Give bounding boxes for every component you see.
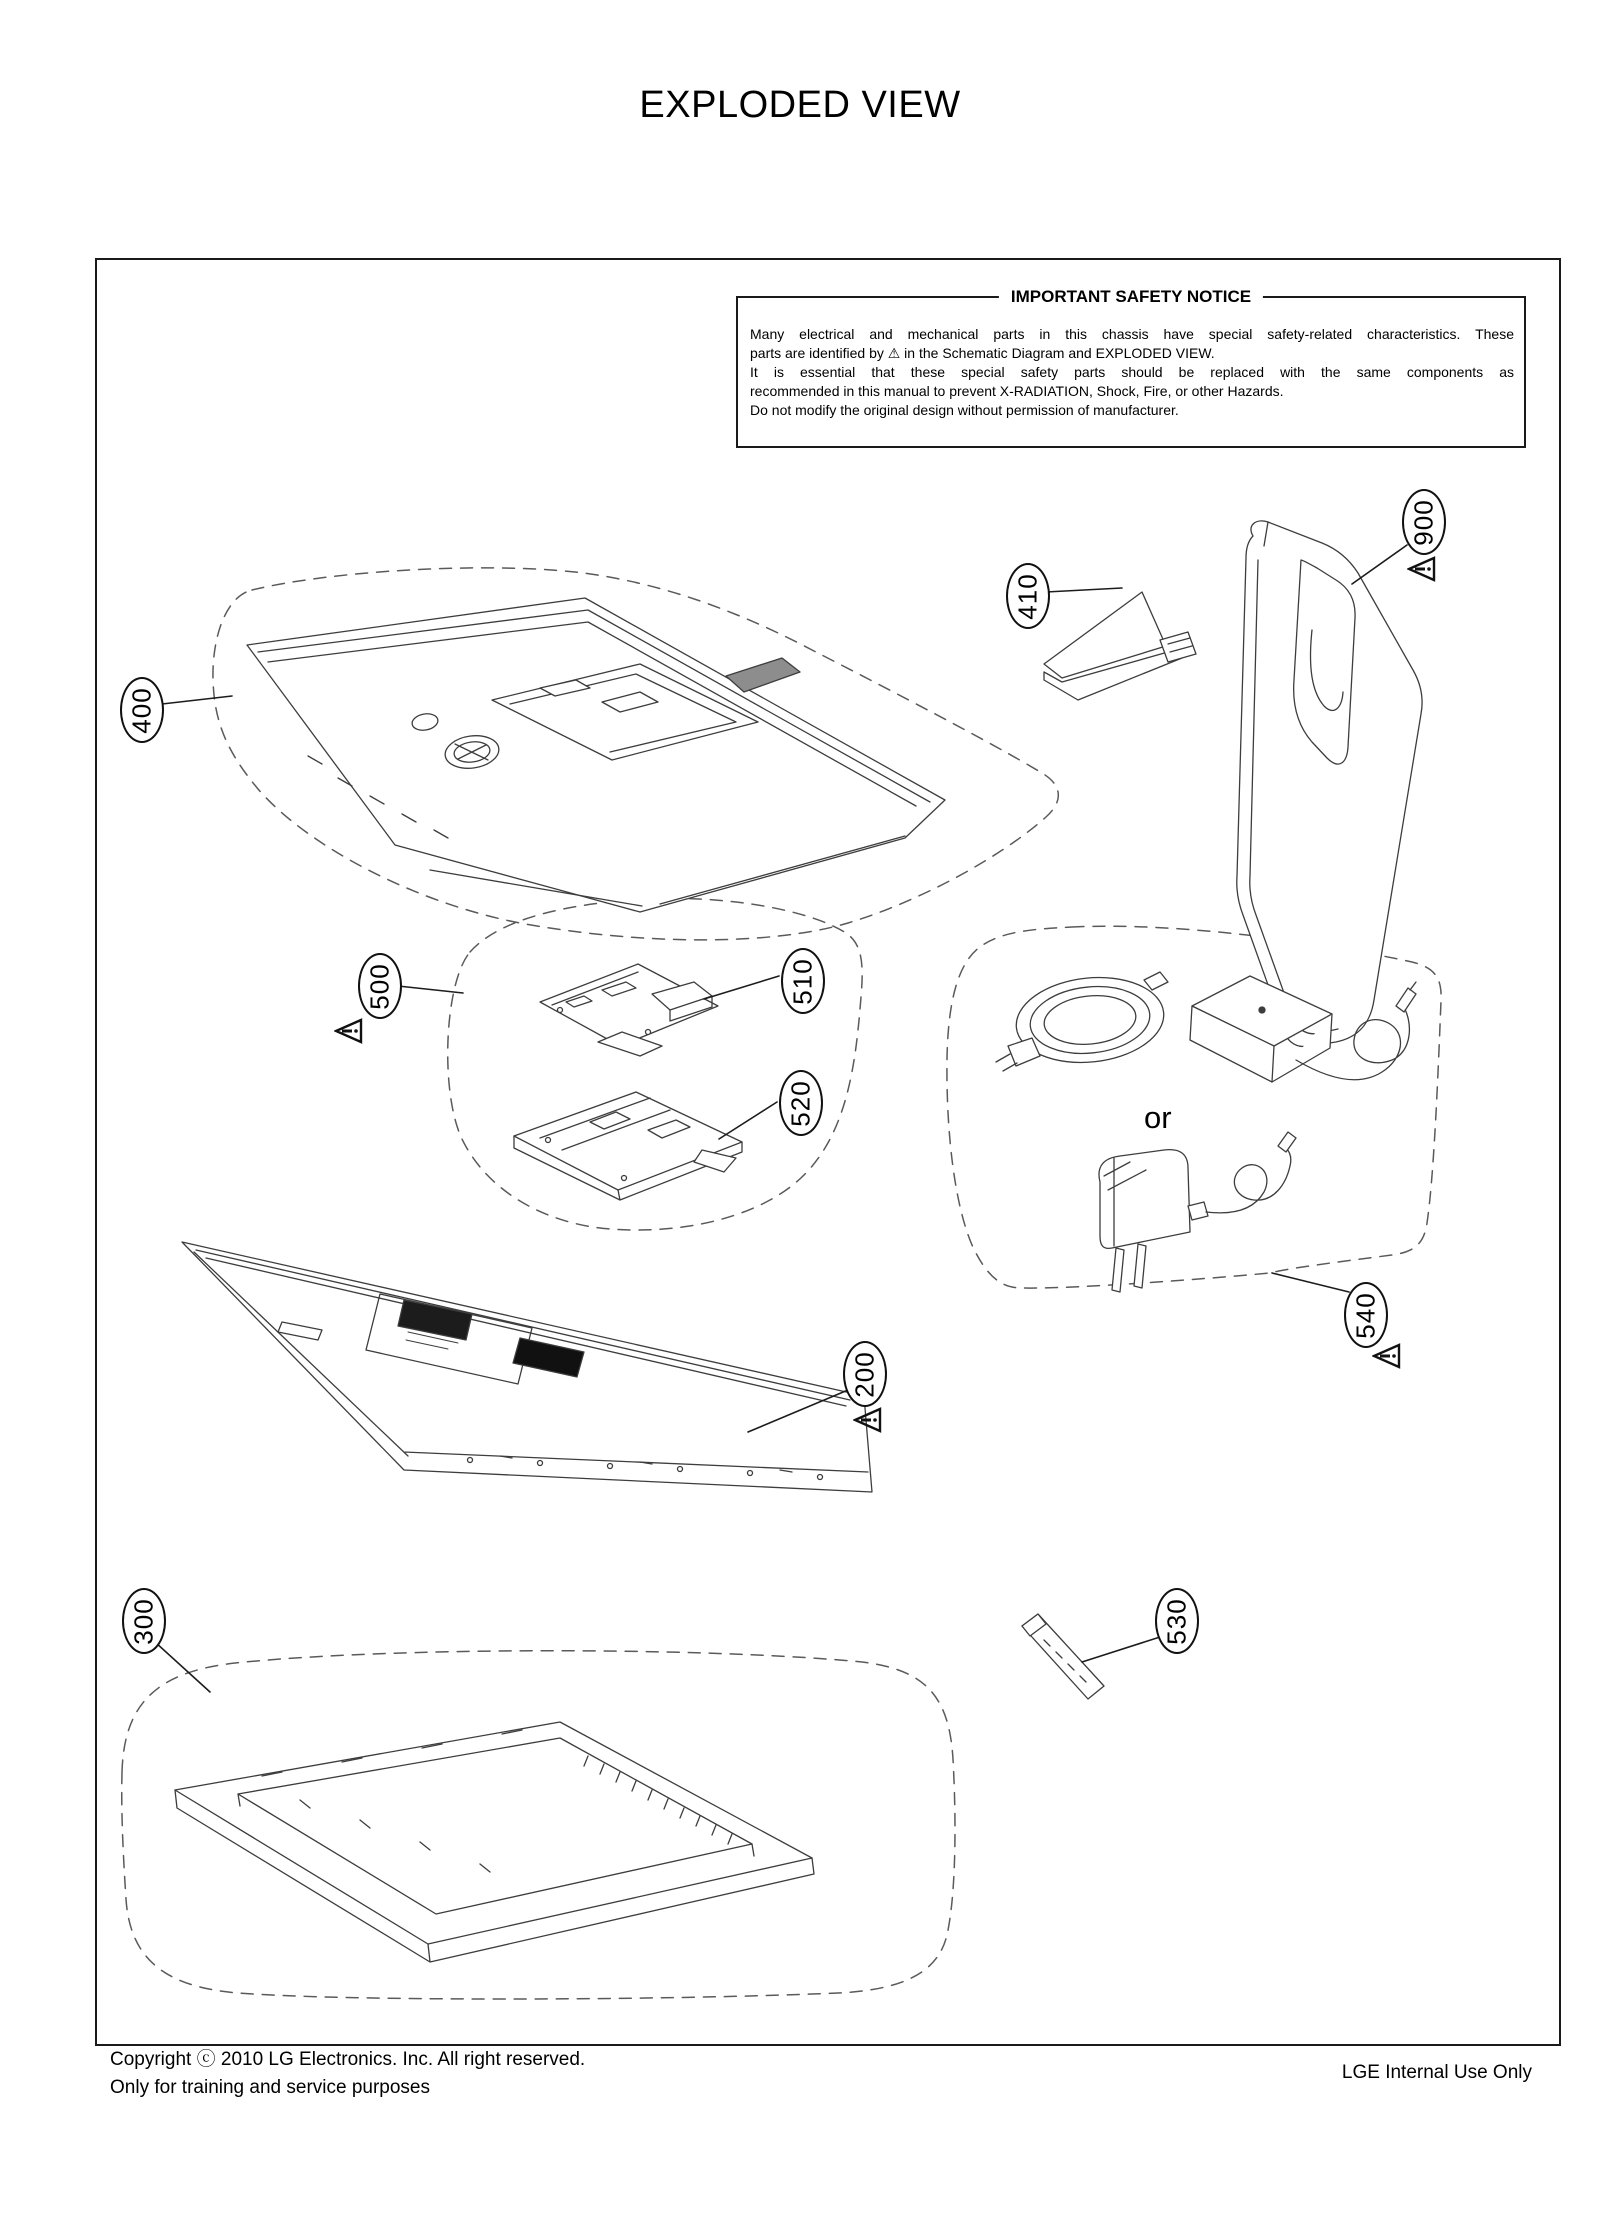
part-front-frame	[175, 1722, 814, 1962]
part-label-300: 300	[122, 1588, 166, 1654]
part-board-510	[540, 964, 718, 1056]
safety-notice-box	[736, 287, 1526, 448]
part-board-520	[514, 1092, 742, 1200]
safety-notice-line: Do not modify the original design without permission of manufacturer.	[750, 402, 1179, 418]
or-label: or	[1144, 1100, 1172, 1135]
part-label-530: 530	[1155, 1588, 1199, 1654]
safety-notice-line: It is essential that these special safety parts should be replaced with the same components as	[750, 364, 1514, 380]
part-label-510: 510	[781, 948, 825, 1014]
part-label-200: 200	[843, 1341, 887, 1407]
part-label-900: 900	[1402, 489, 1446, 555]
copyright-line-2: Only for training and service purposes	[110, 2077, 430, 2098]
safety-warning-icon	[1407, 556, 1437, 582]
part-lcd-module	[182, 1242, 872, 1492]
part-label-400: 400	[120, 677, 164, 743]
safety-warning-icon	[853, 1407, 883, 1433]
part-stand-base	[1237, 521, 1422, 1047]
safety-notice-line: Many electrical and mechanical parts in this chassis have special safety-related characteristics. These	[750, 326, 1514, 342]
part-power-cord	[996, 970, 1168, 1071]
part-label-410: 410	[1006, 563, 1050, 629]
safety-warning-icon	[1372, 1343, 1402, 1369]
part-label-540: 540	[1344, 1282, 1388, 1348]
safety-notice-body	[750, 325, 1514, 420]
footer-copyright	[110, 2046, 585, 2102]
footer-internal-use: LGE Internal Use Only	[1341, 2062, 1532, 2083]
safety-notice-title: IMPORTANT SAFETY NOTICE	[999, 287, 1263, 307]
part-label-520: 520	[779, 1070, 823, 1136]
page-title: EXPLODED VIEW	[639, 84, 961, 126]
part-rear-cover	[247, 598, 945, 912]
copyright-line-1: Copyright ⓒ 2010 LG Electronics. Inc. All right reserved.	[110, 2049, 586, 2070]
part-hinge-bracket	[1044, 592, 1196, 700]
part-wall-adapter	[1099, 1132, 1296, 1292]
part-key-strip	[1022, 1614, 1104, 1699]
safety-warning-icon	[334, 1018, 364, 1044]
safety-notice-line: recommended in this manual to prevent X-RADIATION, Shock, Fire, or other Hazards.	[750, 383, 1284, 399]
part-label-500: 500	[358, 953, 402, 1019]
safety-notice-line: parts are identified by ⚠ in the Schematic Diagram and EXPLODED VIEW.	[750, 345, 1215, 361]
